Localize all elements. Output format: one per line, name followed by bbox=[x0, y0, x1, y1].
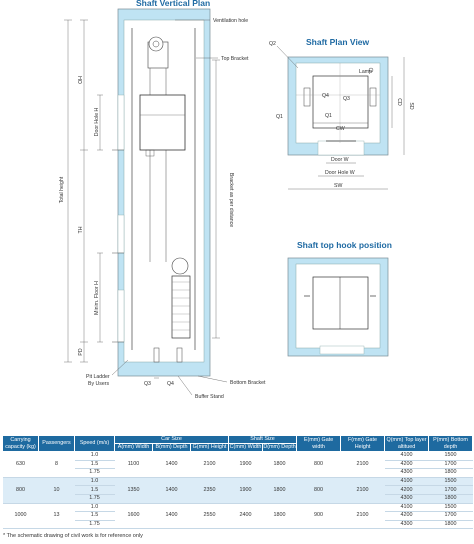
gate-height-cell: 2100 bbox=[341, 477, 385, 503]
specification-table bbox=[2, 435, 473, 529]
speed-cell: 1.5 bbox=[75, 460, 115, 469]
plan-q1-center-label: Q1 bbox=[325, 113, 332, 119]
sw-label: SW bbox=[334, 183, 343, 189]
table-row bbox=[3, 477, 473, 486]
car-height-cell: 2550 bbox=[191, 503, 229, 529]
pit-ladder-label: Pit Ladder bbox=[86, 374, 110, 380]
gate-width-cell: 900 bbox=[297, 503, 341, 529]
footnote: * The schematic drawing of civil work is for reference only bbox=[3, 533, 143, 539]
passengers-cell: 13 bbox=[39, 503, 75, 529]
table-row bbox=[3, 452, 473, 461]
bottom-depth-cell: 1700 bbox=[429, 512, 473, 521]
top-bracket-label: Top Bracket bbox=[221, 56, 249, 62]
passengers-cell: 10 bbox=[39, 477, 75, 503]
capacity-cell: 630 bbox=[3, 452, 39, 478]
oh-label: OH bbox=[78, 76, 84, 84]
car-depth-cell: 1400 bbox=[153, 503, 191, 529]
bottom-depth-cell: 1500 bbox=[429, 477, 473, 486]
speed-cell: 1.0 bbox=[75, 477, 115, 486]
car-depth-cell: 1400 bbox=[153, 477, 191, 503]
col-c-width: C(mm) Width bbox=[229, 444, 262, 450]
hook-position-title: Shaft top hook position bbox=[297, 240, 392, 250]
car-height-cell: 2100 bbox=[191, 452, 229, 478]
speed-cell: 1.0 bbox=[75, 503, 115, 512]
capacity-cell: 1000 bbox=[3, 503, 39, 529]
bottom-depth-cell: 1700 bbox=[429, 460, 473, 469]
car-height-cell: 2350 bbox=[191, 477, 229, 503]
col-a-width: A(mm) Width bbox=[115, 444, 153, 452]
shaft-depth-cell: 1800 bbox=[263, 477, 297, 503]
gate-height-cell: 2100 bbox=[341, 503, 385, 529]
shaft-vertical-plan bbox=[59, 9, 266, 400]
col-p: P(mm) Bottom depth bbox=[429, 436, 473, 452]
sd-label: SD bbox=[408, 102, 414, 110]
col-g-height: G(mm) Height bbox=[191, 444, 229, 452]
col-shaft-size: Shaft Size bbox=[229, 436, 297, 444]
plan-q4-label: Q4 bbox=[322, 93, 329, 99]
top-altitude-cell: 4100 bbox=[385, 452, 429, 461]
bottom-depth-cell: 1500 bbox=[429, 452, 473, 461]
door-w-label: Door W bbox=[331, 157, 349, 163]
door-hole-w-label: Door Hole W bbox=[325, 170, 355, 176]
top-altitude-cell: 4300 bbox=[385, 494, 429, 503]
shaft-width-cell: 1900 bbox=[229, 477, 263, 503]
bottom-depth-cell: 1500 bbox=[429, 503, 473, 512]
th-label: TH bbox=[78, 226, 84, 234]
col-car-size: Car Size bbox=[115, 436, 229, 444]
cd-label: CD bbox=[396, 98, 402, 106]
bottom-bracket-label: Bottom Bracket bbox=[230, 380, 266, 386]
plan-q2-label: Q2 bbox=[269, 41, 276, 47]
car-depth-cell: 1400 bbox=[153, 452, 191, 478]
bracket-spacing-label: Bracket as per distance bbox=[228, 172, 234, 228]
speed-cell: 1.75 bbox=[75, 520, 115, 529]
col-b-depth: B(mm) Depth bbox=[153, 444, 191, 452]
col-f: F(mm) Gate Height bbox=[341, 436, 385, 452]
q4-label: Q4 bbox=[167, 381, 174, 387]
car-width-cell: 1350 bbox=[115, 477, 153, 503]
col-e: E(mm) Gate width bbox=[297, 436, 341, 452]
plan-view-title: Shaft Plan View bbox=[306, 37, 370, 47]
col-speed: Speed (m/s) bbox=[75, 436, 115, 452]
shaft-width-cell: 1900 bbox=[229, 452, 263, 478]
floor-h-label: Minim. Floor H bbox=[94, 281, 100, 315]
q3-label: Q3 bbox=[144, 381, 151, 387]
car-width-cell: 1100 bbox=[115, 452, 153, 478]
plan-q3-label: Q3 bbox=[343, 96, 350, 102]
shaft-depth-cell: 1800 bbox=[263, 452, 297, 478]
bottom-depth-cell: 1800 bbox=[429, 469, 473, 478]
gate-height-cell: 2100 bbox=[341, 452, 385, 478]
col-q: Q(mm) Top layer altitued bbox=[386, 436, 427, 450]
vertical-plan-title: Shaft Vertical Plan bbox=[136, 0, 211, 8]
speed-cell: 1.75 bbox=[75, 494, 115, 503]
top-altitude-cell: 4300 bbox=[385, 469, 429, 478]
bottom-depth-cell: 1800 bbox=[429, 494, 473, 503]
top-altitude-cell: 4200 bbox=[385, 486, 429, 495]
total-height-label: Total height bbox=[59, 176, 65, 204]
hook-position-drawing bbox=[288, 258, 388, 356]
gate-width-cell: 800 bbox=[297, 477, 341, 503]
shaft-width-cell: 2400 bbox=[229, 503, 263, 529]
speed-cell: 1.5 bbox=[75, 486, 115, 495]
col-d-depth: D(mm) Depth bbox=[263, 444, 296, 450]
bottom-depth-cell: 1700 bbox=[429, 486, 473, 495]
top-altitude-cell: 4100 bbox=[385, 503, 429, 512]
gate-width-cell: 800 bbox=[297, 452, 341, 478]
bottom-depth-cell: 1800 bbox=[429, 520, 473, 529]
door-hole-h-label: Door Hole H bbox=[94, 107, 100, 137]
by-users-label: By Users bbox=[88, 381, 110, 387]
col-passengers: Passengers bbox=[39, 436, 75, 452]
table-row bbox=[3, 503, 473, 512]
capacity-cell: 800 bbox=[3, 477, 39, 503]
lamp-label: Lamp bbox=[359, 69, 372, 75]
pd-label: PD bbox=[78, 348, 84, 356]
top-altitude-cell: 4100 bbox=[385, 477, 429, 486]
passengers-cell: 8 bbox=[39, 452, 75, 478]
col-capacity: Carrying capacity (kg) bbox=[3, 436, 39, 452]
car-width-cell: 1600 bbox=[115, 503, 153, 529]
top-altitude-cell: 4200 bbox=[385, 460, 429, 469]
cw-label: CW bbox=[336, 126, 345, 132]
top-altitude-cell: 4300 bbox=[385, 520, 429, 529]
shaft-depth-cell: 1800 bbox=[263, 503, 297, 529]
shaft-plan-view bbox=[269, 41, 414, 189]
plan-q1-left-label: Q1 bbox=[276, 114, 283, 120]
ventilation-hole-label: Ventilation hole bbox=[213, 18, 249, 24]
buffer-stand-label: Buffer Stand bbox=[195, 394, 224, 400]
speed-cell: 1.75 bbox=[75, 469, 115, 478]
top-altitude-cell: 4200 bbox=[385, 512, 429, 521]
speed-cell: 1.0 bbox=[75, 452, 115, 461]
speed-cell: 1.5 bbox=[75, 512, 115, 521]
